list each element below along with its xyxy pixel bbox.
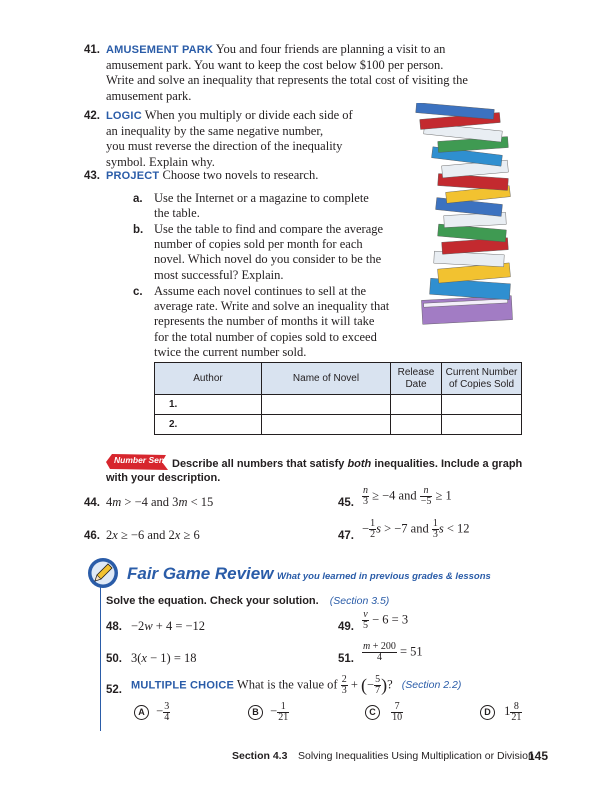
text-line: amusement park. xyxy=(106,88,192,103)
text-line: Solve the equation. Check your solution. xyxy=(106,595,319,607)
part-label: c. xyxy=(133,286,143,298)
book-stack-illustration xyxy=(408,103,536,328)
table-cell xyxy=(262,395,391,415)
option-letter: D xyxy=(480,705,495,720)
text-line: Use the Internet or a magazine to complete xyxy=(154,191,369,205)
option-letter: C xyxy=(365,705,380,720)
table-cell xyxy=(442,395,522,415)
exercise-49-expression: $\frac{v}{5}$ − 6 = 3 xyxy=(363,609,409,631)
exercise-50-expression: 3(x − 1) = 18 xyxy=(131,651,197,665)
text-line: When you multiply or divide each side of xyxy=(144,108,353,122)
text-line: the table. xyxy=(154,206,200,221)
row-label: 2. xyxy=(155,415,262,435)
footer-section: Section 4.3 xyxy=(232,750,288,762)
table-cell xyxy=(262,415,391,435)
text-line: twice the current number sold. xyxy=(154,344,307,359)
text-line: You and four friends are planning a visit to an xyxy=(215,42,446,56)
column-header-author: Author xyxy=(155,363,262,395)
section-reference: (Section 3.5) xyxy=(329,595,390,607)
exercise-number: 48. xyxy=(106,621,122,633)
badge-label: Number Sense xyxy=(114,455,174,465)
exercise-number: 52. xyxy=(106,684,122,696)
text-line: represents the number of months it will take xyxy=(154,314,375,329)
section-reference: (Section 2.2) xyxy=(401,679,462,692)
table-row xyxy=(155,395,522,415)
option-c[interactable]: C $\frac{7}{10}$ xyxy=(365,702,403,723)
text-line: average rate. Write and solve an inequality that xyxy=(154,299,390,314)
part-c xyxy=(154,284,414,360)
exercise-number: 41. xyxy=(84,44,100,56)
text-line: Describe all numbers that satisfy xyxy=(172,458,348,470)
exercise-number: 44. xyxy=(84,497,100,509)
fair-game-instruction xyxy=(106,595,389,607)
number-sense-instruction-cont: with your description. xyxy=(106,472,221,484)
column-header-release-date: Release Date xyxy=(391,363,442,395)
number-sense-badge xyxy=(104,452,174,472)
text-line: you must reverse the direction of the inequality xyxy=(106,139,343,154)
exercise-keyword: AMUSEMENT PARK xyxy=(106,44,214,56)
exercise-42 xyxy=(106,108,406,170)
table-cell xyxy=(391,395,442,415)
exercise-41 xyxy=(106,42,546,104)
exercise-43 xyxy=(106,168,406,184)
column-header-name-of-novel: Name of Novel xyxy=(262,363,391,395)
emphasis: both xyxy=(347,458,372,470)
text-line: for the total number of copies sold to exceed xyxy=(154,329,377,344)
part-a xyxy=(154,191,414,221)
table-row xyxy=(155,415,522,435)
exercise-number: 51. xyxy=(338,653,354,665)
exercise-48-expression: −2w + 4 = −12 xyxy=(131,619,206,633)
text-line: most successful? Explain. xyxy=(154,267,284,282)
number-sense-instruction xyxy=(172,456,552,472)
text-line: number of copies sold per month for each xyxy=(154,237,363,252)
option-b[interactable]: B − $\frac{1}{21}$ xyxy=(248,702,289,723)
exercise-keyword: LOGIC xyxy=(106,110,142,122)
part-b xyxy=(154,222,414,283)
part-label: b. xyxy=(133,224,144,236)
exercise-number: 50. xyxy=(106,653,122,665)
text-line: Choose two novels to research. xyxy=(162,168,319,182)
fair-game-subtitle: What you learned in previous grades & lessons xyxy=(277,571,491,582)
exercise-52: MULTIPLE CHOICE What is the value of $\frac{2}{3}$ + (− $\frac{5}{7}$ )? (Section 2.2) xyxy=(131,674,462,696)
text-line: inequalities. Include a graph xyxy=(371,458,523,470)
text-line: an inequality by the same negative number, xyxy=(106,124,324,139)
exercise-46-expression: 2x ≥ −6 and 2x ≥ 6 xyxy=(106,528,200,542)
option-a[interactable]: A − $\frac{3}{4}$ xyxy=(134,702,170,723)
text-line: Write and solve an inequality that represents the total cost of visiting the xyxy=(106,73,468,88)
exercise-number: 45. xyxy=(338,497,354,509)
exercise-number: 47. xyxy=(338,530,354,542)
row-label: 1. xyxy=(155,395,262,415)
table-cell xyxy=(442,415,522,435)
exercise-keyword: MULTIPLE CHOICE xyxy=(131,679,235,692)
part-label: a. xyxy=(133,193,143,205)
text-line: symbol. Explain why. xyxy=(106,154,215,169)
exercise-number: 42. xyxy=(84,110,100,122)
novels-table xyxy=(154,362,522,435)
table-cell xyxy=(391,415,442,435)
exercise-number: 43. xyxy=(84,170,100,182)
text-line: novel. Which novel do you consider to be the xyxy=(154,252,382,267)
exercise-47-expression: − $\frac{1}{2}$ s > −7 and $\frac{1}{3}$ s < 12 xyxy=(362,518,470,540)
fair-game-title: Fair Game Review xyxy=(127,564,274,583)
exercise-44-expression: 4m > −4 and 3m < 15 xyxy=(106,495,214,509)
text-line: What is the value of xyxy=(236,677,338,692)
page-number: 145 xyxy=(528,749,549,763)
option-letter: B xyxy=(248,705,263,720)
footer-title: Solving Inequalities Using Multiplication or Division xyxy=(298,750,534,762)
pencil-icon xyxy=(86,556,120,590)
exercise-number: 46. xyxy=(84,530,100,542)
exercise-45-expression: $\frac{n}{3}$ ≥ −4 and $\frac{n}{-5}$ ≥ 1 xyxy=(363,485,452,507)
exercise-keyword: PROJECT xyxy=(106,170,160,182)
option-d[interactable]: D 1 $\frac{8}{21}$ xyxy=(480,702,522,723)
exercise-51-expression: $\frac{m + 200}{4}$ = 51 xyxy=(363,641,423,663)
text-line: Assume each novel continues to sell at the xyxy=(154,284,367,298)
exercise-number: 49. xyxy=(338,621,354,633)
text-line: amusement park. You want to keep the cost below $100 per person. xyxy=(106,58,444,73)
column-header-copies-sold: Current Number of Copies Sold xyxy=(442,363,522,395)
option-letter: A xyxy=(134,705,149,720)
text-line: Use the table to find and compare the average xyxy=(154,222,384,236)
